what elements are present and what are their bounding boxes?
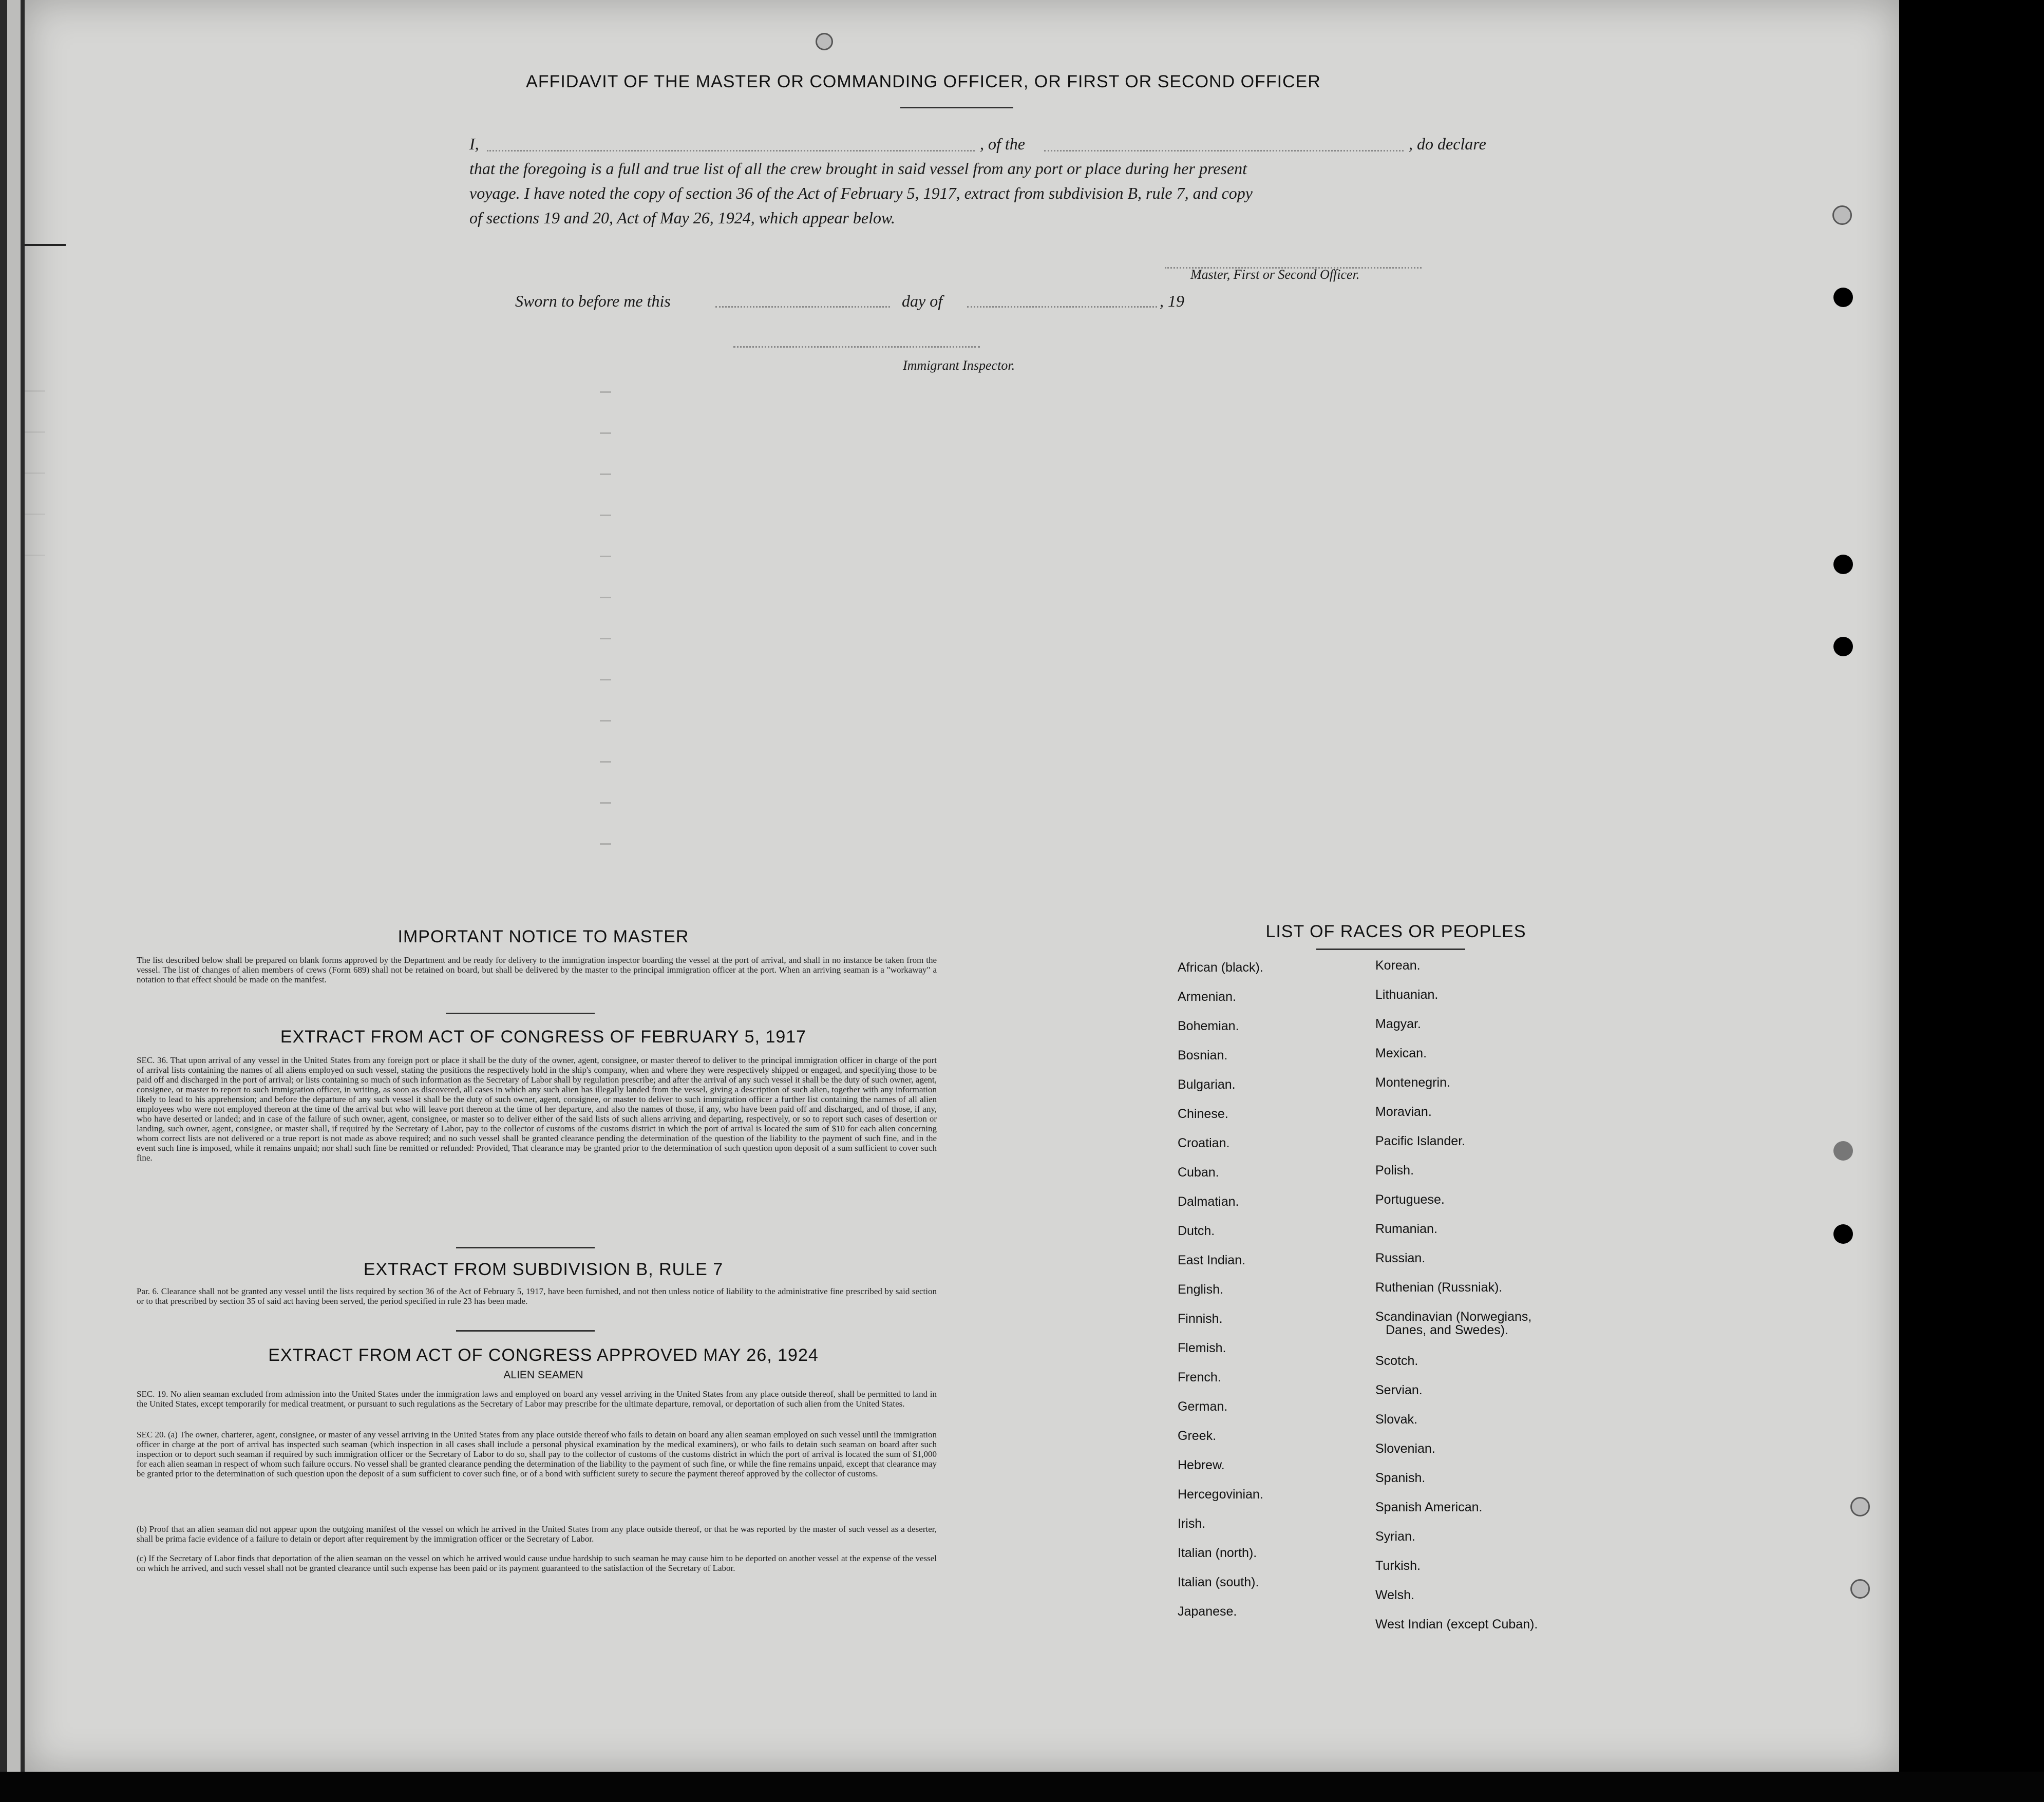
vessel-blank[interactable] (1044, 150, 1404, 151)
bleed-line (25, 431, 45, 433)
race-item: Hercegovinian. (1178, 1487, 1263, 1502)
race-item: Italian (north). (1178, 1546, 1257, 1560)
race-item: Polish. (1375, 1163, 1414, 1178)
document-page (25, 0, 1899, 1772)
extract-1917-body: SEC. 36. That upon arrival of any vessel in the United States from any foreign port or place it shall be the duty of the owner, agent, consignee, or master thereof to deliver to the principal immigration officer in charge of the port of arrival lists containing the names of all aliens employed on such vessel, stating the positions the respectively hold in the ship's company, when and where they were respectively shipped or engaged, and specifying those to be paid off and discharged in the port of arrival; or lists containing so much of such information as the Secretary of Labor shall by regulation prescribe; and after the arrival of any such vessel it shall be the duty of such owner, agent, consignee, or master to report to such immigration officer, in writing, as soon as discovered, all cases in which any such alien has illegally landed from the vessel, giving a description of such alien, together with any information likely to lead to his apprehension; and before the departure of any such vessel it shall be the duty of such owner, agent, consignee, or master to deliver to such immigration officer a further list containing the names of all alien employees who were not employed thereon at the time of the arrival but who will leave port thereon at the time of her departure, and also the names of those, if any, who have been paid off and discharged, and of those, if any, who have deserted or landed; and in case of the failure of such owner, agent, consignee, or master so to deliver either of the said lists of such aliens arriving and departing, respectively, or so to report such cases of desertion or landing, such owner, agent, consignee, or master shall, if required by the Secretary of Labor, pay to the collector of customs of the customs district in which the port of arrival is located the sum of $10 for each alien concerning whom correct lists are not delivered or a true report is not made as above required; and no such vessel shall be granted clearance pending the determination of the question of the liability to the payment of such fine, and in the event such fine is imposed, while it remains unpaid; nor shall such fine be remitted or refunded: Provided, That clearance may be granted prior to the determination of such question upon deposit of a sum sufficient to cover such fine. (137, 1055, 937, 1163)
race-item: Spanish American. (1375, 1500, 1483, 1514)
divider (900, 107, 1013, 108)
bleed-line (25, 390, 45, 392)
race-item: Turkish. (1375, 1559, 1421, 1573)
race-item: Russian. (1375, 1251, 1426, 1265)
punch-hole (1833, 288, 1853, 307)
sworn-day-of: day of (902, 292, 943, 310)
sworn-year: , 19 (1160, 292, 1184, 310)
race-item: Slovak. (1375, 1412, 1417, 1427)
race-item: Japanese. (1178, 1604, 1237, 1619)
punch-hole (1833, 1141, 1853, 1161)
race-item: Cuban. (1178, 1165, 1219, 1180)
race-item: Servian. (1375, 1383, 1423, 1397)
race-item: Lithuanian. (1375, 988, 1439, 1002)
race-item: German. (1178, 1399, 1228, 1414)
race-item: Danes, and Swedes). (1386, 1323, 1509, 1337)
race-item: Bulgarian. (1178, 1077, 1236, 1092)
binding-mark (25, 244, 66, 246)
notice-body: The list described below shall be prepared on blank forms approved by the Department and be ready for delivery to the immigration inspector boarding the vessel at the port of arrival, and shall in no instance be taken from the vessel. The list of changes of alien members of crews (Form 689) shall not be retained on board, but shall be delivered by the master to the principal immigration officer at the port. When an arriving seaman is a "workaway" a notation to that effect should be made on the manifest. (137, 955, 937, 984)
bleed-dash (600, 556, 611, 557)
race-item: French. (1178, 1370, 1221, 1384)
sworn-day-blank[interactable] (715, 306, 890, 308)
bleed-dash (600, 761, 611, 763)
bleed-dash (600, 679, 611, 680)
affidavit-title: AFFIDAVIT OF THE MASTER OR COMMANDING OFFICER, OR FIRST OR SECOND OFFICER (526, 72, 1321, 91)
race-item: Mexican. (1375, 1046, 1427, 1060)
extract-1924-sec20b: (b) Proof that an alien seaman did not appear upon the outgoing manifest of the vessel on which he arrived in the United States from any place outside thereof, or that he was reported by the master of such vessel as a deserter, shall be prima facie evidence of a failure to detain or deport after requirement by the immigration officer or the Secretary of Labor. (137, 1524, 937, 1544)
race-item: Dalmatian. (1178, 1194, 1239, 1209)
divider (456, 1247, 595, 1248)
affidavit-declare: , do declare (1409, 135, 1486, 153)
sworn-month-blank[interactable] (967, 306, 1157, 308)
master-caption: Master, First or Second Officer. (1190, 267, 1360, 282)
bleed-line (25, 514, 45, 515)
race-item: Croatian. (1178, 1136, 1230, 1150)
race-item: Syrian. (1375, 1529, 1415, 1544)
bleed-dash (600, 638, 611, 639)
bleed-dash (600, 843, 611, 845)
extract-rule7-body: Par. 6. Clearance shall not be granted any vessel until the lists required by section 36 of the Act of February 5, 1917, have been furnished, and not then unless notice of liability to the administrative fine prescribed by said section or to that prescribed by section 35 of said act having been served, the period specified in rule 23 has been made. (137, 1286, 937, 1306)
race-item: Scandinavian (Norwegians, (1375, 1310, 1532, 1324)
race-item: West Indian (except Cuban). (1375, 1617, 1538, 1632)
race-item: Pacific Islander. (1375, 1134, 1466, 1148)
race-item: Portuguese. (1375, 1192, 1445, 1207)
extract-1924-sec20c: (c) If the Secretary of Labor finds that deportation of the alien seaman on the vessel on which he arrived would cause undue hardship to such seaman he may cause him to be deported on another vessel at the expense of the vessel on which he arrived, and such vessel shall not be granted clearance until such expense has been paid or its payment guaranteed to the satisfaction of the Secretary of Labor. (137, 1553, 937, 1573)
inspector-signature-blank[interactable] (733, 346, 980, 348)
race-item: Korean. (1375, 958, 1421, 973)
bleed-line (25, 555, 45, 556)
race-item: Welsh. (1375, 1588, 1414, 1602)
race-item: Slovenian. (1375, 1441, 1435, 1456)
race-item: Flemish. (1178, 1341, 1226, 1355)
bleed-dash (600, 391, 611, 393)
punch-hole (1832, 205, 1852, 225)
race-item: Italian (south). (1178, 1575, 1259, 1589)
punch-hole (1833, 1224, 1853, 1244)
affidavit-line3: voyage. I have noted the copy of section 36 of the Act of February 5, 1917, extract from subdivision B, rule 7, and copy (469, 184, 1253, 202)
bleed-dash (600, 597, 611, 598)
races-title: LIST OF RACES OR PEOPLES (1265, 922, 1526, 941)
race-item: Irish. (1178, 1516, 1206, 1531)
punch-hole (1850, 1497, 1870, 1516)
bleed-dash (600, 473, 611, 475)
punch-hole (1833, 555, 1853, 574)
race-item: East Indian. (1178, 1253, 1246, 1267)
bleed-dash (600, 432, 611, 434)
race-item: Moravian. (1375, 1105, 1432, 1119)
bleed-dash (600, 720, 611, 722)
punch-hole (816, 33, 833, 50)
bleed-dash (600, 802, 611, 804)
divider (1316, 949, 1465, 950)
extract-1924-sec19: SEC. 19. No alien seaman excluded from admission into the United States under the immigration laws and employed on board any vessel arriving in the United States from any place outside thereof, shall be permitted to land in the United States, except temporarily for medical treatment, or pursuant to such regulations as the Secretary of Labor may prescribe for the ultimate departure, removal, or deportation of such alien from the United States. (137, 1389, 937, 1409)
extract-rule7-title: EXTRACT FROM SUBDIVISION B, RULE 7 (363, 1260, 724, 1279)
bleed-dash (600, 515, 611, 516)
race-item: Hebrew. (1178, 1458, 1225, 1472)
race-item: Bosnian. (1178, 1048, 1228, 1063)
race-item: Rumanian. (1375, 1222, 1437, 1236)
affidavit-of-the: , of the (980, 135, 1025, 153)
affidavit-i: I, (469, 135, 479, 153)
punch-hole (1833, 637, 1853, 656)
extract-1917-title: EXTRACT FROM ACT OF CONGRESS OF FEBRUARY 5, 1917 (280, 1027, 807, 1047)
race-item: Montenegrin. (1375, 1075, 1450, 1090)
race-item: African (black). (1178, 960, 1263, 975)
affidavit-line2: that the foregoing is a full and true list of all the crew brought in said vessel from any port or place during her present (469, 159, 1247, 178)
punch-hole (1850, 1579, 1870, 1599)
paper-left-edge (0, 0, 25, 1802)
race-item: Dutch. (1178, 1224, 1215, 1238)
race-item: Ruthenian (Russniak). (1375, 1280, 1503, 1295)
scan-border (0, 1772, 2044, 1802)
divider (446, 1013, 595, 1014)
extract-1924-subtitle: ALIEN SEAMEN (503, 1369, 583, 1381)
bleed-line (25, 472, 45, 474)
race-item: Chinese. (1178, 1107, 1228, 1121)
name-blank[interactable] (487, 150, 975, 151)
race-item: Scotch. (1375, 1354, 1418, 1368)
race-item: Spanish. (1375, 1471, 1426, 1485)
extract-1924-title: EXTRACT FROM ACT OF CONGRESS APPROVED MAY 26, 1924 (268, 1345, 819, 1365)
race-item: Greek. (1178, 1429, 1217, 1443)
race-item: Bohemian. (1178, 1019, 1239, 1033)
affidavit-line4: of sections 19 and 20, Act of May 26, 1924, which appear below. (469, 208, 895, 227)
race-item: Magyar. (1375, 1017, 1421, 1031)
inspector-caption: Immigrant Inspector. (903, 358, 1015, 373)
notice-title: IMPORTANT NOTICE TO MASTER (398, 927, 689, 946)
race-item: Armenian. (1178, 990, 1236, 1004)
divider (456, 1330, 595, 1332)
race-item: English. (1178, 1282, 1223, 1297)
extract-1924-sec20a: SEC 20. (a) The owner, charterer, agent, consignee, or master of any vessel arriving in the United States from any place outside thereof who fails to detain on board any alien seaman employed on such vessel until the immigration officer in charge at the port of arrival has inspected such seaman (which inspection in all cases shall include a personal physical examination by the medical examiners), or who fails to detain such seaman on board after such inspection or to deport such seaman if required by such immigration officer or the Secretary of Labor to do so, shall pay to the collector of customs of the customs district in which the port of arrival is located the sum of $1,000 for each alien seaman in respect of whom such failure occurs. No vessel shall be granted clearance pending the determination of the liability to the payment of such fine, or while the fine remains unpaid, except that clearance may be granted prior to the determination of such question upon the deposit of a sum sufficient to cover such fine, or of a bond with sufficient surety to secure the payment thereof approved by the collector of customs. (137, 1430, 937, 1478)
race-item: Finnish. (1178, 1312, 1223, 1326)
sworn-text: Sworn to before me this (515, 292, 671, 310)
